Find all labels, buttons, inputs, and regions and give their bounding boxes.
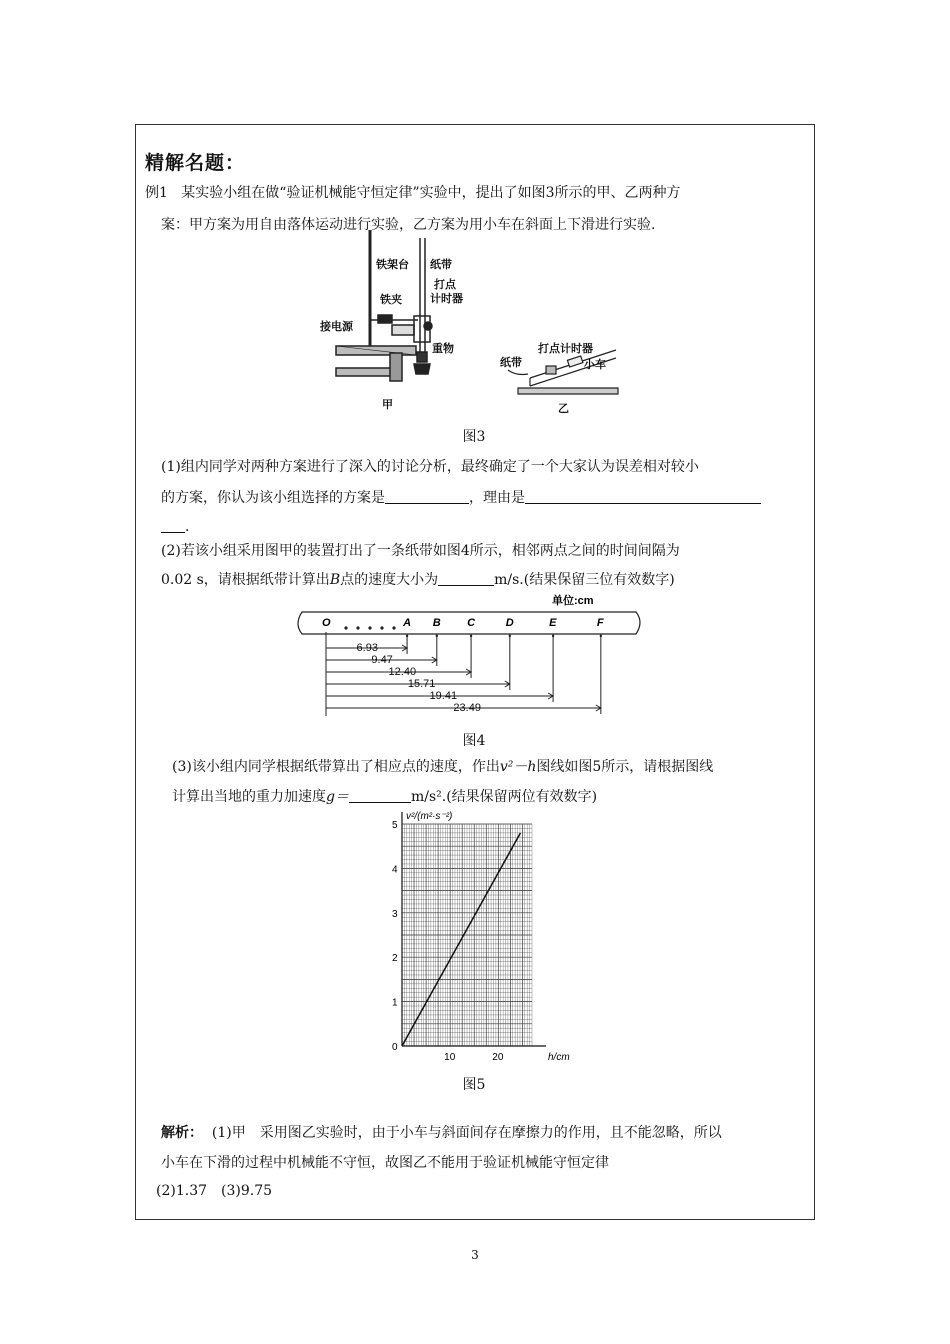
label-stand: 铁架台: [376, 259, 409, 271]
label-timer-2: 计时器: [430, 293, 463, 305]
analysis-line-2: 小车在下滑的过程中机械能不守恒，故图乙不能用于验证机械能守恒定律: [161, 1155, 609, 1171]
label-tape: 纸带: [430, 259, 452, 271]
label-cart: 小车: [584, 359, 606, 371]
section-heading: 精解名题：: [145, 152, 246, 174]
y-tick-label: 5: [392, 820, 398, 831]
tape-point-label-B: B: [432, 617, 441, 629]
example-line-2: 案：甲方案为用自由落体运动进行实验，乙方案为用小车在斜面上下滑进行实验.: [161, 217, 656, 233]
y-tick-label: 3: [392, 908, 398, 920]
analysis-line-1: 解析： (1)甲 采用图乙实验时，由于小车与斜面间存在摩擦力的作用，且不能忽略，所以: [161, 1125, 722, 1141]
label-timer-b: 打点计时器: [538, 343, 593, 355]
label-power: 接电源: [320, 321, 353, 333]
label-yi: 乙: [558, 403, 569, 415]
x-axis-label: h/cm: [548, 1052, 570, 1063]
tape-distance-label: 15.71: [407, 678, 436, 690]
y-tick-label: 1: [392, 997, 398, 1009]
label-weight: 重物: [432, 343, 454, 355]
answer-blank-4[interactable]: [438, 569, 494, 586]
tape-point-label-D: D: [505, 617, 514, 629]
question-1-line-2: 的方案，你认为该小组选择的方案是 ，理由是: [161, 483, 761, 514]
tape-dot: [368, 626, 371, 629]
question-1-line-3: .: [161, 512, 189, 543]
tape-dot: [344, 626, 347, 629]
answer-blank-1[interactable]: [385, 487, 469, 504]
label-jia: 甲: [382, 399, 393, 411]
page-number: 3: [471, 1248, 479, 1262]
example-line-1: 例1 某实验小组在做“验证机械能守恒定律”实验中，提出了如图3所示的甲、乙两种方: [145, 185, 681, 201]
y-tick-label: 0: [392, 1042, 398, 1053]
figure-3-caption: 图3: [462, 429, 486, 445]
x-tick-label: 20: [492, 1052, 504, 1063]
tape-point-label-F: F: [596, 617, 604, 629]
label-tape-b: 纸带: [500, 357, 522, 369]
tape-distance-label: 19.41: [429, 690, 458, 702]
question-3-line-2: 计算出当地的重力加速度g＝ m/s².(结果保留两位有效数字): [172, 782, 597, 813]
tape-point-label-C: C: [467, 617, 476, 629]
answer-blank-2[interactable]: [525, 487, 761, 504]
tape-distance-label: 6.93: [356, 642, 378, 654]
figure-3-apparatus: [318, 228, 638, 418]
tape-dot: [356, 626, 359, 629]
tape-distance-label: 23.49: [453, 702, 481, 714]
example-label: 例1: [145, 185, 168, 201]
figure-5-chart: [384, 808, 574, 1064]
question-3-line-1: (3)该小组内同学根据纸带算出了相应点的速度，作出v²－h图线如图5所示，请根据图线: [172, 759, 714, 775]
figure-4-tape: [296, 592, 646, 720]
question-1-line-1: (1)组内同学对两种方案进行了深入的讨论分析，最终确定了一个大家认为误差相对较小: [161, 459, 699, 475]
tape-point-label-E: E: [549, 617, 557, 629]
analysis-line-3: (2)1.37 (3)9.75: [156, 1183, 273, 1199]
question-2-line-1: (2)若该小组采用图甲的装置打出了一条纸带如图4所示，相邻两点之间的时间间隔为: [161, 543, 680, 559]
tape-distance-label: 12.40: [388, 666, 417, 678]
label-clamp: 铁夹: [380, 294, 402, 306]
figure-4-caption: 图4: [462, 733, 486, 749]
question-2-line-2: 0.02 s，请根据纸带计算出B点的速度大小为 m/s.(结果保留三位有效数字): [161, 565, 675, 596]
y-tick-label: 2: [392, 953, 398, 965]
answer-blank-5[interactable]: [349, 786, 411, 803]
label-timer-1: 打点: [434, 279, 456, 291]
tape-unit: 单位:cm: [552, 595, 594, 607]
tape-dot: [380, 626, 383, 629]
tape-dot: [392, 626, 395, 629]
y-axis-label: v²/(m²·s⁻²): [406, 811, 453, 822]
chart-grid: [402, 824, 532, 1046]
tape-point-label-A: A: [403, 617, 412, 629]
answer-blank-3[interactable]: [161, 516, 185, 533]
analysis-label: 解析：: [161, 1125, 203, 1141]
tape-distance-label: 9.47: [371, 654, 393, 666]
y-tick-label: 4: [392, 864, 398, 876]
tape-point-label-O: O: [322, 617, 331, 629]
x-tick-label: 10: [444, 1052, 456, 1063]
figure-5-caption: 图5: [462, 1077, 486, 1093]
